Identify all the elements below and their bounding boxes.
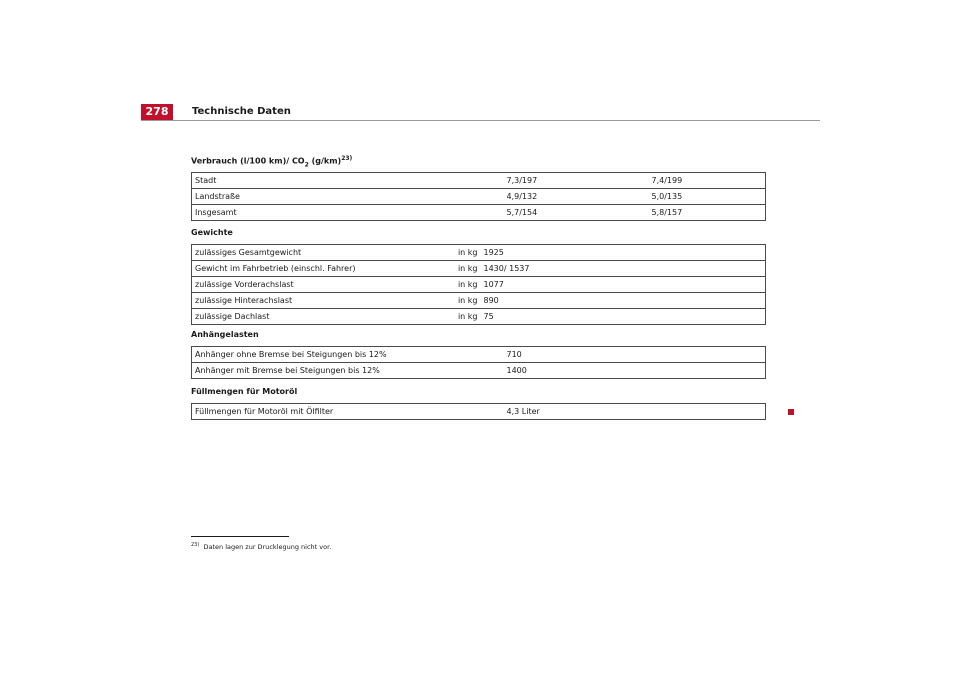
row-unit: in kg (431, 293, 481, 309)
row-value: 710 (504, 347, 766, 363)
row-unit: in kg (431, 309, 481, 325)
table-row (192, 245, 766, 261)
fuellmengen-table (191, 403, 766, 420)
section-end-marker (788, 409, 794, 415)
row-label: zulässige Vorderachslast (192, 277, 431, 293)
table-row (192, 277, 766, 293)
row-label: zulässige Dachlast (192, 309, 431, 325)
verbrauch-table (191, 172, 766, 221)
row-value: 75 (481, 309, 766, 325)
row-value: 4,9/132 (504, 189, 649, 205)
row-value: 1925 (481, 245, 766, 261)
row-label: zulässige Hinterachslast (192, 293, 431, 309)
table-row (192, 404, 766, 420)
gewichte-title: Gewichte (191, 228, 233, 237)
table-row (192, 347, 766, 363)
anhaengelasten-title: Anhängelasten (191, 330, 259, 339)
row-label: Gewicht im Fahrbetrieb (einschl. Fahrer) (192, 261, 431, 277)
row-unit: in kg (431, 277, 481, 293)
table-row (192, 309, 766, 325)
row-label: Landstraße (192, 189, 504, 205)
row-unit: in kg (431, 245, 481, 261)
table-row (192, 261, 766, 277)
row-value: 5,0/135 (649, 189, 766, 205)
row-label: zulässiges Gesamtgewicht (192, 245, 431, 261)
table-row (192, 363, 766, 379)
row-value: 7,3/197 (504, 173, 649, 189)
row-label: Insgesamt (192, 205, 504, 221)
row-value: 7,4/199 (649, 173, 766, 189)
verbrauch-title-suffix: (g/km) (308, 156, 342, 166)
table-row (192, 189, 766, 205)
row-value: 1077 (481, 277, 766, 293)
header-title: Technische Daten (192, 106, 291, 117)
row-label: Stadt (192, 173, 504, 189)
row-value: 1400 (504, 363, 766, 379)
gewichte-table (191, 244, 766, 325)
row-value: 890 (481, 293, 766, 309)
verbrauch-title-prefix: Verbrauch (l/100 km)/ CO (191, 156, 305, 166)
table-row (192, 205, 766, 221)
page-number: 278 (141, 104, 173, 120)
verbrauch-title-subscript: 2 (304, 161, 309, 169)
footnote-divider (191, 536, 289, 537)
table-row (192, 173, 766, 189)
footnote-text: Daten lagen zur Drucklegung nicht vor. (203, 543, 332, 552)
row-value: 4,3 Liter (504, 404, 766, 420)
verbrauch-footnote-ref: 23) (341, 155, 353, 162)
page-header (141, 104, 820, 121)
row-label: Anhänger mit Bremse bei Steigungen bis 12% (192, 363, 504, 379)
row-value: 5,8/157 (649, 205, 766, 221)
row-value: 1430/ 1537 (481, 261, 766, 277)
table-row (192, 293, 766, 309)
footnote (191, 542, 331, 551)
row-label: Anhänger ohne Bremse bei Steigungen bis 12% (192, 347, 504, 363)
row-unit: in kg (431, 261, 481, 277)
row-label: Füllmengen für Motoröl mit Ölfilter (192, 404, 504, 420)
verbrauch-title (191, 155, 352, 168)
anhaengelasten-table (191, 346, 766, 379)
row-value: 5,7/154 (504, 205, 649, 221)
fuellmengen-title: Füllmengen für Motoröl (191, 387, 298, 396)
footnote-marker: 23) (191, 542, 200, 548)
